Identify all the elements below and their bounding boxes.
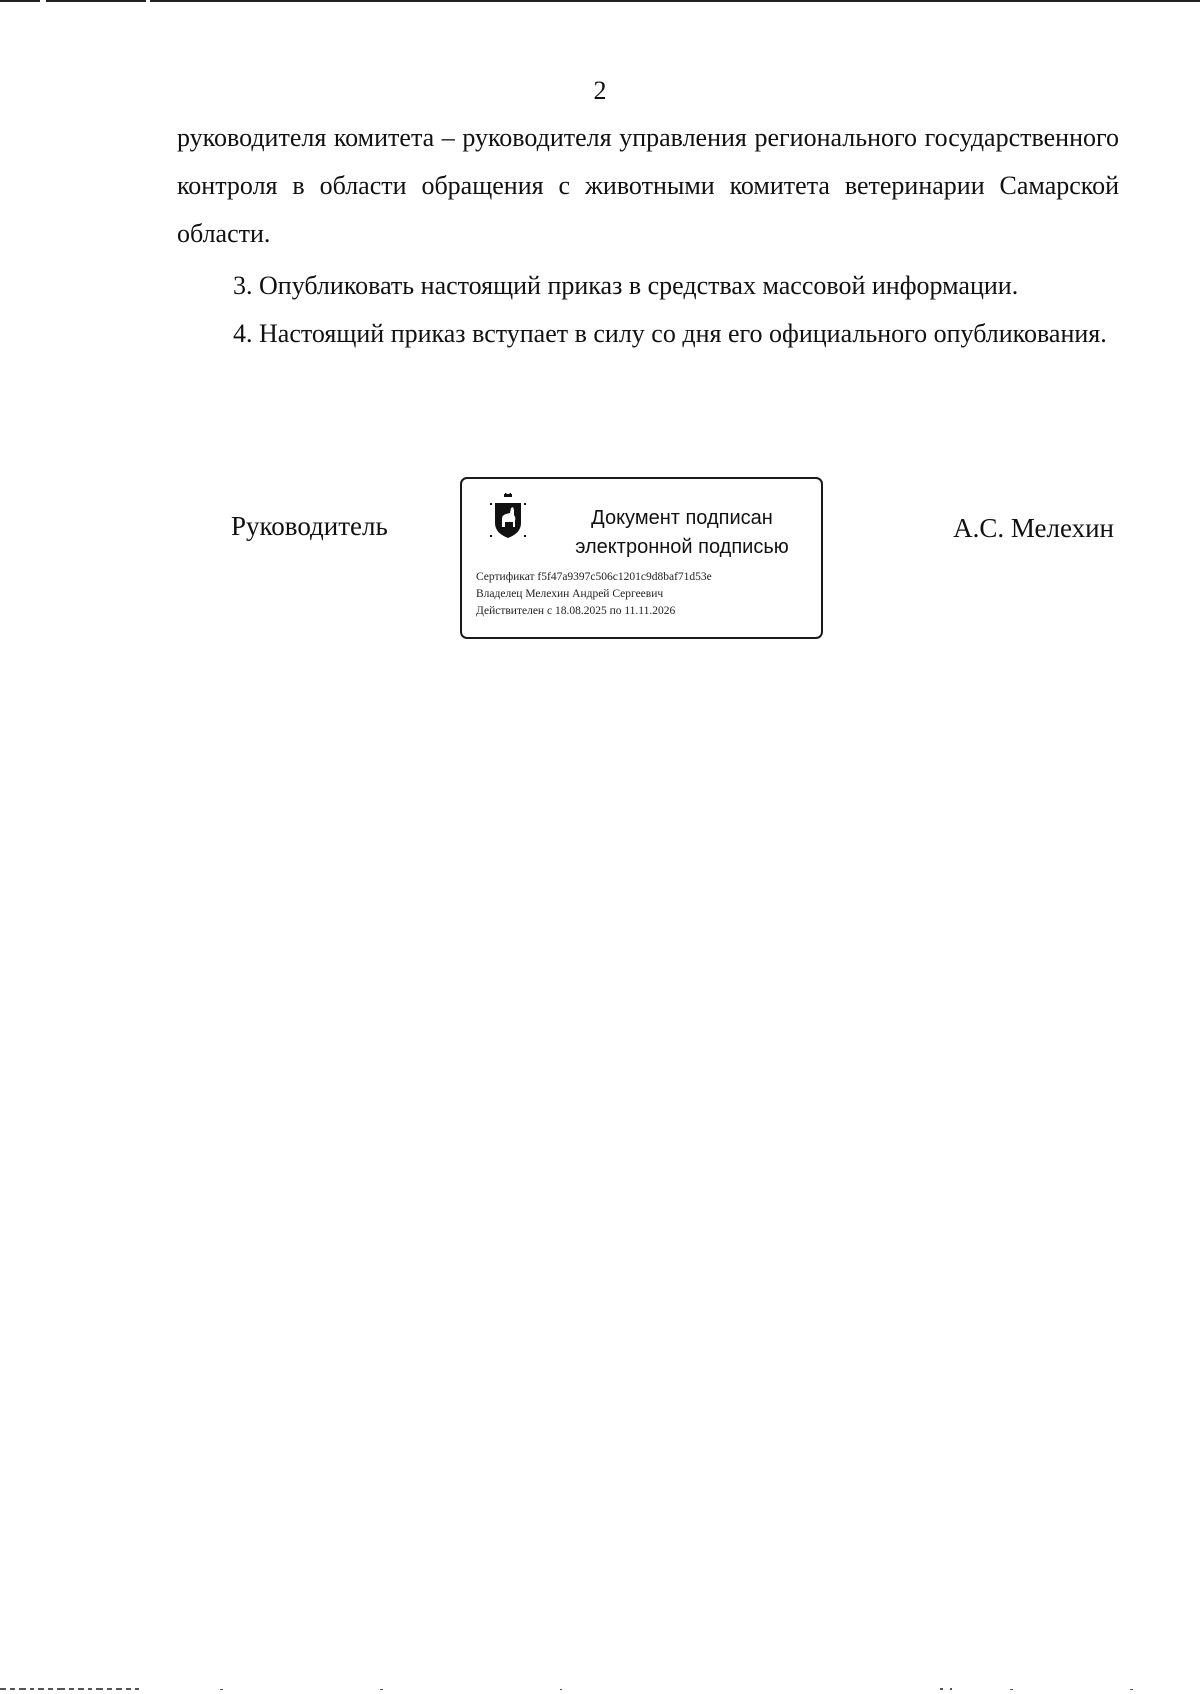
paragraph-continuation: руководителя комитета – руководителя управления регионального государственного контроля в области обращения с животными комитета ветеринарии Самарской области. xyxy=(177,123,1119,248)
stamp-certificate: Сертификат f5f47a9397c506c1201c9d8baf71d53e xyxy=(476,571,712,583)
stamp-validity: Действителен с 18.08.2025 по 11.11.2026 xyxy=(476,605,676,617)
paragraph-item-4: 4. Настоящий приказ вступает в силу со дня его официального опубликования. xyxy=(233,319,1107,348)
scan-edge-top xyxy=(0,0,1200,2)
signer-name: А.С. Мелехин xyxy=(953,513,1114,543)
samara-coat-of-arms-icon xyxy=(488,493,528,543)
scan-edge-gap xyxy=(146,0,150,2)
stamp-details xyxy=(476,569,712,620)
stamp-heading-line-1: Документ подписан xyxy=(591,507,773,529)
stamp-owner: Владелец Мелехин Андрей Сергеевич xyxy=(476,588,664,600)
paragraph-item-3: 3. Опубликовать настоящий приказ в средствах массовой информации. xyxy=(233,271,1019,300)
scan-noise-bottom xyxy=(0,1684,1200,1694)
signer-position: Руководитель xyxy=(231,511,388,541)
stamp-heading xyxy=(554,504,810,562)
electronic-signature-stamp xyxy=(460,477,823,639)
scan-edge-gap xyxy=(40,0,46,2)
page-number: 2 xyxy=(593,76,607,105)
stamp-heading-line-2: электронной подписью xyxy=(575,536,789,558)
